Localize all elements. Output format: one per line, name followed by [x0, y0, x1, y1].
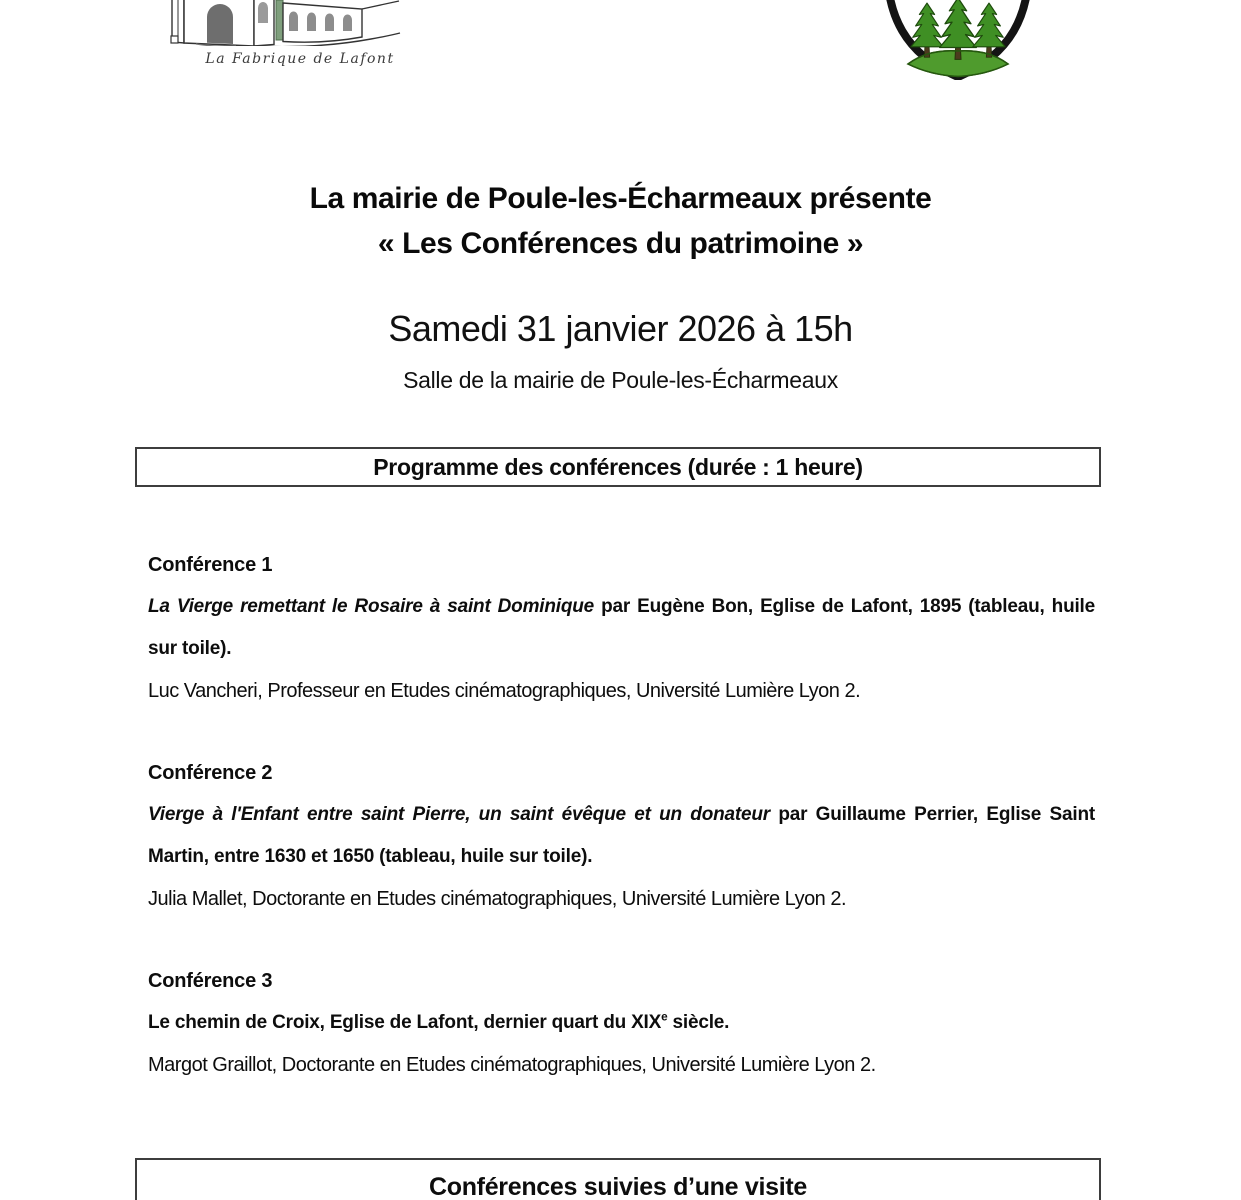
- fabrique-lafont-logo: [163, 0, 403, 67]
- event-location: Salle de la mairie de Poule-les-Écharmeaux: [403, 367, 838, 393]
- conference-description: [148, 586, 1095, 670]
- conference-section-3: [148, 960, 1095, 1086]
- event-datetime: Samedi 31 janvier 2026 à 15h: [388, 308, 853, 349]
- work-details: Le chemin de Croix, Eglise de Lafont, dernier quart du XIX: [148, 1012, 662, 1033]
- conference-section-2: [148, 752, 1095, 920]
- building-sketch-icon: [166, 0, 401, 46]
- conference-speaker: Julia Mallet, Doctorante en Etudes cinématographiques, Université Lumière Lyon 2.: [148, 888, 847, 910]
- conference-heading: Conférence 3: [148, 970, 273, 992]
- page-title: [0, 176, 1241, 266]
- conference-description: [148, 794, 1095, 878]
- logo-caption: La Fabrique de Lafont: [205, 51, 395, 67]
- work-details: par Guillaume Perrier, Eglise Saint Martin, entre 1630 et 1650 (tableau, huile sur toile).: [148, 804, 1095, 867]
- conference-heading: Conférence 2: [148, 762, 273, 784]
- work-title-italic: Vierge à l'Enfant entre saint Pierre, un saint évêque et un donateur: [148, 804, 770, 825]
- conference-speaker: Margot Graillot, Doctorante en Etudes cinématographiques, Université Lumière Lyon 2.: [148, 1054, 876, 1076]
- title-line-2: « Les Conférences du patrimoine »: [377, 227, 864, 260]
- footer-banner: Conférences suivies d’une visite: [135, 1158, 1101, 1200]
- work-details-tail: siècle.: [667, 1012, 730, 1033]
- work-title-italic: La Vierge remettant le Rosaire à saint Dominique: [148, 596, 595, 617]
- conference-speaker: Luc Vancheri, Professeur en Etudes cinématographiques, Université Lumière Lyon 2.: [148, 680, 861, 702]
- conference-section-1: [148, 544, 1095, 712]
- conference-list: [148, 544, 1095, 1086]
- ordinal-superscript: e: [661, 1010, 668, 1024]
- programme-banner: Programme des conférences (durée : 1 heure): [135, 447, 1101, 487]
- title-line-1: La mairie de Poule-les-Écharmeaux présente: [309, 182, 932, 215]
- work-details: par Eugène Bon, Eglise de Lafont, 1895 (tableau, huile sur toile).: [148, 596, 1095, 659]
- conference-description: [148, 1002, 1095, 1044]
- fir-trees-coat-of-arms-icon: [882, 0, 1034, 80]
- conference-heading: Conférence 1: [148, 554, 273, 576]
